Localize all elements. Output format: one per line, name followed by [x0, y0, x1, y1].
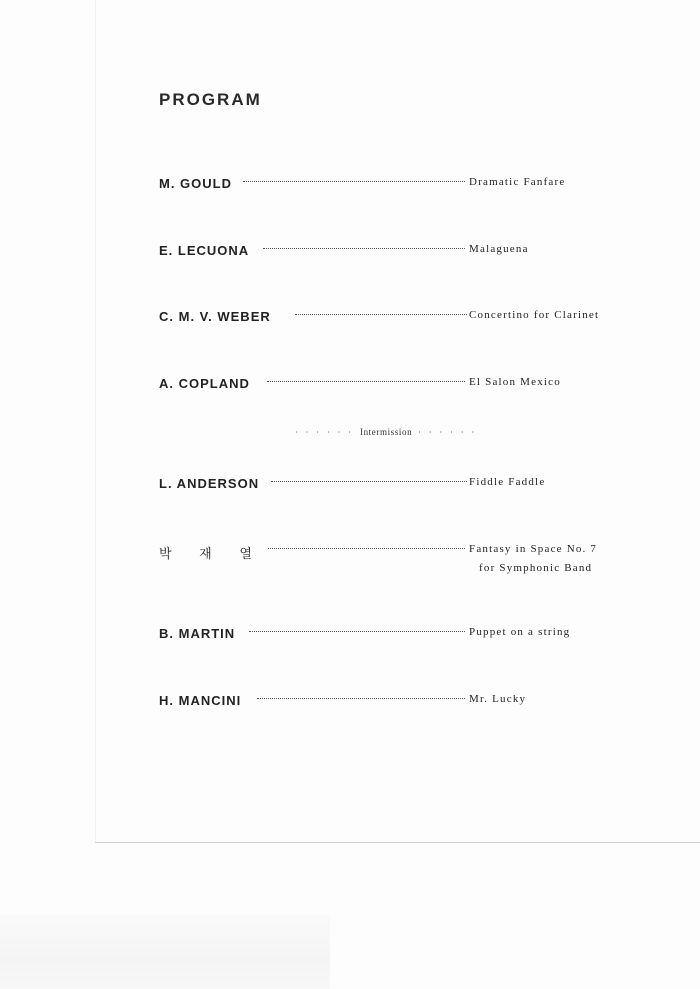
program-entry [159, 626, 631, 646]
program-entry [159, 176, 631, 196]
composer-name: L. ANDERSON [159, 476, 262, 491]
program-entry [159, 243, 631, 263]
leader-dots [295, 314, 467, 315]
page-edge-bottom [95, 842, 700, 843]
program-entry [159, 309, 631, 329]
intermission-dots-left: · · · · · · [295, 428, 354, 437]
composer-name: C. M. V. WEBER [159, 309, 274, 324]
work-title-line: El Salon Mexico [469, 376, 561, 388]
program-entry [159, 543, 631, 583]
intermission-label: Intermission [359, 427, 413, 437]
work-title [469, 540, 597, 578]
leader-dots [243, 181, 465, 182]
intermission-dots-right: · · · · · · [418, 428, 478, 437]
work-title [469, 690, 526, 709]
program-entry [159, 476, 631, 496]
program-entry [159, 376, 631, 396]
page-edge-left [95, 0, 96, 842]
composer-name: A. COPLAND [159, 376, 253, 391]
leader-dots [257, 698, 465, 699]
leader-dots [249, 631, 465, 632]
composer-name: M. GOULD [159, 176, 235, 191]
work-title [469, 373, 561, 392]
work-title-line: Malaguena [469, 243, 529, 255]
work-title-line: Concertino for Clarinet [469, 309, 600, 321]
program-title: PROGRAM [159, 90, 262, 109]
leader-dots [239, 548, 465, 549]
work-title-line: Mr. Lucky [469, 693, 527, 705]
work-title-line-2: for Symphonic Band [479, 562, 593, 574]
composer-name: B. MARTIN [159, 626, 238, 641]
work-title [469, 173, 565, 192]
work-title [469, 473, 545, 492]
work-title-line: Puppet on a string [469, 626, 571, 638]
leader-dots [263, 248, 465, 249]
work-title-line: Dramatic Fanfare [469, 176, 566, 188]
scan-smudge [0, 915, 330, 989]
composer-name: 박 재 열 [159, 543, 267, 562]
work-title-line: Fiddle Faddle [469, 476, 546, 488]
work-title [469, 240, 529, 259]
leader-dots [267, 381, 465, 382]
intermission-line [295, 427, 477, 437]
program-entry [159, 693, 631, 713]
work-title [469, 623, 570, 642]
leader-dots [271, 481, 467, 482]
composer-name: E. LECUONA [159, 243, 252, 258]
work-title [469, 306, 599, 325]
composer-name: H. MANCINI [159, 693, 244, 708]
work-title-line: Fantasy in Space No. 7 [469, 543, 598, 555]
